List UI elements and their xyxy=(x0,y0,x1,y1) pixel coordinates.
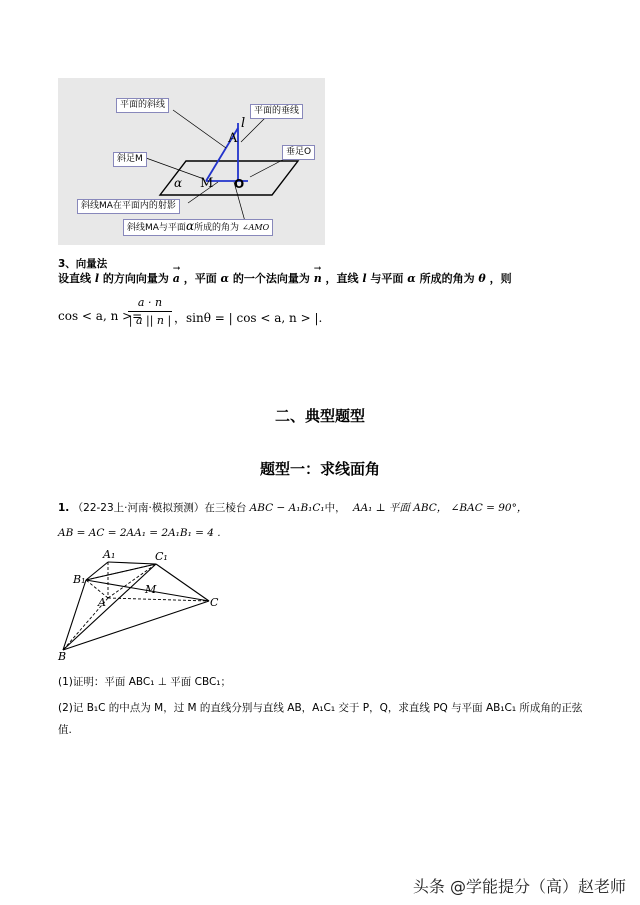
type-title: 题型一：求线面角 xyxy=(259,460,380,478)
point-O: O xyxy=(234,177,245,191)
vector-n: → n xyxy=(313,264,322,285)
point-M: M xyxy=(145,583,157,596)
label-oblique-line: 平面的斜线 xyxy=(116,98,169,113)
label-perpendicular: 平面的垂线 xyxy=(250,104,303,119)
point-B1: B₁ xyxy=(73,573,86,586)
point-alpha: α xyxy=(174,176,183,190)
label-oblique-foot: 斜足M xyxy=(113,152,147,167)
oblique-line-figure xyxy=(58,78,325,245)
frustum-figure xyxy=(58,546,228,666)
point-M: M xyxy=(200,176,214,191)
problem-1-question-2-line1: (2)记 B₁C 的中点为 M，过 M 的直线分别与直线 AB，A₁C₁ 交于 P，Q，求直线 PQ 与平面 AB₁C₁ 所成角的正弦 xyxy=(58,702,583,714)
point-C: C xyxy=(210,596,219,609)
problem-1-statement: 1. （22-23上·河南·模拟预测）在三棱台 ABC − A₁B₁C₁中， AA₁ ⊥ 平面 ABC， ∠BAC = 90°， xyxy=(58,502,528,514)
point-A1: A₁ xyxy=(103,548,116,561)
point-A: A xyxy=(98,596,106,609)
label-angle: 斜线MA与平面α所成的角为 ∠AMO xyxy=(123,219,273,236)
problem-1-question-2-line2: 值. xyxy=(58,724,72,736)
label-perp-foot: 垂足O xyxy=(282,145,315,160)
problem-1-question-1: (1)证明：平面 ABC₁ ⊥ 平面 CBC₁； xyxy=(58,676,232,688)
formula-cos-left: cos < a, n >= xyxy=(58,309,143,323)
vector-a: → a xyxy=(172,264,181,285)
formula-fraction xyxy=(128,296,172,327)
watermark: 头条 @学能提分（高）赵老师 xyxy=(412,877,626,896)
formula-numerator: a · n xyxy=(137,296,163,309)
label-projection: 斜线MA在平面内的射影 xyxy=(77,199,180,214)
formula-sin: ，sinθ = | cos < a, n > |. xyxy=(174,311,323,325)
vector-method-paragraph: 设直线 l 的方向向量为 → a ，平面 α 的一个法向量为 → n ，直线 l 与平面 α 所成的角为 θ ，则 xyxy=(58,264,512,285)
formula-denominator: | a || n | xyxy=(128,314,172,327)
point-l: l xyxy=(241,116,246,131)
point-A: A xyxy=(228,131,238,146)
point-B: B xyxy=(58,650,67,663)
point-C1: C₁ xyxy=(155,550,168,563)
frustum-diagram xyxy=(58,546,228,666)
problem-1-lengths: AB = AC = 2AA₁ = 2A₁B₁ = 4 . xyxy=(58,527,221,539)
section-title: 二、典型题型 xyxy=(274,407,365,425)
section-3-heading: 3、向量法 xyxy=(58,258,108,270)
